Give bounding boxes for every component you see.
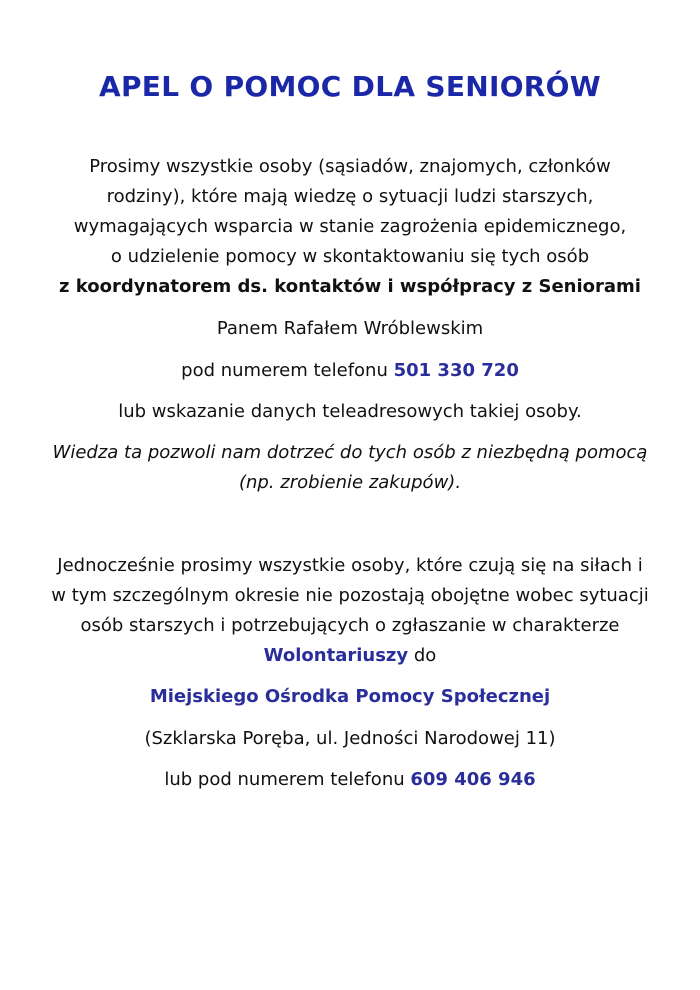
institution-name: Miejskiego Ośrodka Pomocy Społecznej bbox=[149, 686, 551, 707]
paragraph1-line-2: rodziny), które mają wiedzę o sytuacji ludzi starszych, bbox=[106, 186, 594, 207]
paragraph1-line-3: wymagających wsparcia w stanie zagrożenia epidemicznego, bbox=[73, 216, 627, 237]
institution-address: (Szklarska Poręba, ul. Jedności Narodowej 11) bbox=[144, 728, 556, 749]
coordinator-name: Panem Rafałem Wróblewskim bbox=[216, 318, 484, 339]
paragraph2-line-3: osób starszych i potrzebujących o zgłaszanie w charakterze bbox=[80, 615, 620, 636]
coordinator-role-line: z koordynatorem ds. kontaktów i współpracy z Seniorami bbox=[59, 276, 641, 297]
alternative-text: lub wskazanie danych teleadresowych takiej osoby. bbox=[118, 401, 582, 422]
paragraph2-line-2: w tym szczególnym okresie nie pozostają obojętne wobec sytuacji bbox=[51, 585, 649, 606]
italic-note-line-2: (np. zrobienie zakupów). bbox=[238, 472, 462, 493]
phone2-line bbox=[0, 767, 700, 793]
paragraph1-line-4: o udzielenie pomocy w skontaktowaniu się tych osób bbox=[110, 246, 590, 267]
page-title: APEL O POMOC DLA SENIORÓW bbox=[99, 70, 601, 103]
paragraph2-line-1: Jednocześnie prosimy wszystkie osoby, które czują się na siłach i bbox=[57, 555, 643, 576]
phone2-number: 609 406 946 bbox=[410, 769, 536, 790]
phone2-prefix: lub pod numerem telefonu bbox=[164, 769, 411, 790]
phone1-line bbox=[0, 358, 700, 384]
phone1-prefix: pod numerem telefonu bbox=[181, 360, 394, 381]
volunteers-suffix: do bbox=[408, 645, 437, 666]
paragraph2-line-4 bbox=[0, 643, 700, 669]
paragraph1-line-1: Prosimy wszystkie osoby (sąsiadów, znajomych, członków bbox=[89, 156, 611, 177]
volunteers-highlight: Wolontariuszy bbox=[263, 645, 409, 666]
phone1-number: 501 330 720 bbox=[393, 360, 519, 381]
italic-note-line-1: Wiedza ta pozwoli nam dotrzeć do tych osób z niezbędną pomocą bbox=[52, 442, 648, 463]
